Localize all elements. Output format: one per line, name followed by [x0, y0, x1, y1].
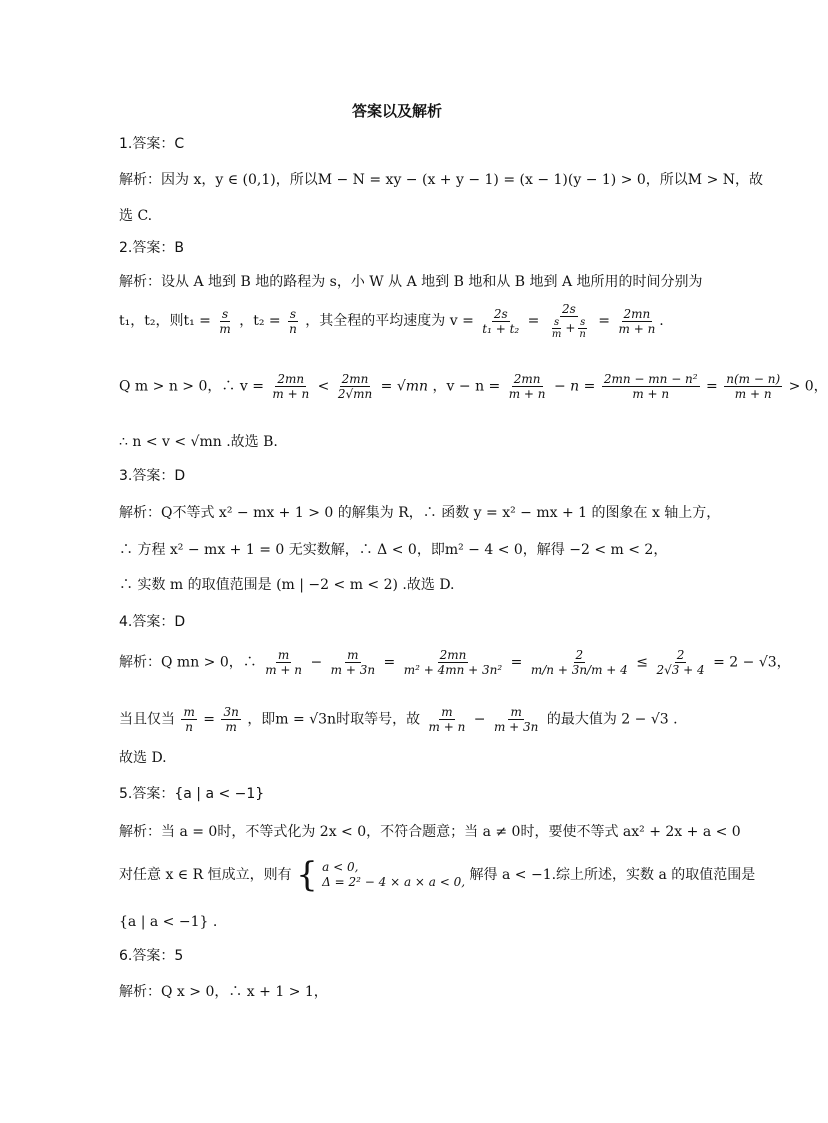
explanation-3-line-1: 解析：Q不等式 x² − mx + 1 > 0 的解集为 R，∴ 函数 y = x² − mx + 1 的图象在 x 轴上方， [119, 505, 721, 521]
answer-4: 4.答案：D [119, 614, 186, 630]
condition-text: Q m > n > 0，∴ v = [119, 378, 264, 395]
explanation-6-line-1: 解析：Q x > 0，∴ x + 1 > 1， [119, 984, 328, 1000]
solution-text: 解得 a < −1.综上所述，实数 a 的取值范围是 [469, 867, 756, 883]
positive-text: > 0， [788, 378, 828, 395]
fraction-expanded: $\frac{\text{2mn − mn − n²}}{m + n}$ [603, 372, 698, 401]
answer-2: 2.答案：B [119, 240, 184, 256]
fraction-s-over-n: $\frac{s}{n}$ [289, 306, 297, 336]
left-brace: { [296, 855, 318, 895]
equality-result-text: ，即m = √3n时取等号，故 [247, 711, 421, 728]
explanation-4-line-3: 故选 D. [119, 750, 167, 766]
fraction-m-over-m-plus-n-b: $\frac{m}{m + n}$ [428, 705, 466, 734]
fraction-2s-over-sum: 2s $\frac{s}{m}$ + $\frac{s}{n}$ [551, 302, 586, 340]
answer-3: 3.答案：D [119, 468, 186, 484]
fraction-m-over-m-plus-n: $\frac{m}{m + n}$ [265, 648, 303, 677]
answer-5: 5.答案：{a | a < −1} [119, 786, 265, 802]
t2-definition: ，t₂ = [239, 313, 281, 329]
fraction-2mn-b: $\frac{2mn}{m + n}$ [508, 372, 546, 401]
explanation-2-line-3: Q m > n > 0，∴ v = $\frac{2mn}{m + n}$ < $\frac{2mn}{2√mn}$ = √mn ，v − n = $\frac{2mn}{m + n}$ − n = $\frac{\text{2mn − mn − n²}}{m + n}$ = $\frac{n(m - n)}{m + n}$ > 0， [119, 372, 828, 401]
fraction-m-over-m-plus-3n-b: $\frac{m}{m + 3n}$ [493, 705, 539, 734]
explanation-4-line-2: 当且仅当 $\frac{m}{n}$ = $\frac{3n}{m}$ ，即m = √3n时取等号，故 $\frac{m}{m + n}$ − $\frac{m}{m + 3n}$ 的最大值为 2 − √3 . [119, 705, 678, 734]
case-1: a < 0, [322, 860, 359, 874]
page-title: 答案以及解析 [351, 102, 442, 120]
explanation-3-line-2: ∴ 方程 x² − mx + 1 = 0 无实数解，∴ Δ < 0，即m² − 4 < 0，解得 −2 < m < 2， [119, 542, 668, 558]
answer-1: 1.答案：C [119, 136, 185, 152]
fraction-s-over-m: $\frac{s}{m}$ [219, 306, 231, 336]
time-definition: t₁，t₂，则t₁ = [119, 313, 211, 329]
explanation-3-line-3: ∴ 实数 m 的取值范围是 (m | −2 < m < 2) .故选 D. [119, 577, 455, 593]
fraction-m-over-n: $\frac{m}{n}$ [183, 705, 195, 734]
fraction-2s-over-t1t2: $\frac{2s}{\text{t₁ + t₂}}$ [482, 306, 520, 336]
condition-text: 解析：Q mn > 0，∴ [119, 654, 257, 671]
explanation-1-line-1: 解析：因为 x，y ∈ (0,1)，所以M − N = xy − (x + y − 1) = (x − 1)(y − 1) > 0，所以M > N，故 [119, 172, 763, 188]
fraction-2mn-over-2sqrtmn: $\frac{2mn}{2√mn}$ [337, 372, 373, 401]
fraction-2mn-over-m-plus-n: $\frac{2mn}{m + n}$ [618, 306, 656, 336]
fraction-factored: $\frac{n(m - n)}{m + n}$ [726, 372, 781, 401]
explanation-2-line-2: t₁，t₂，则t₁ = $\frac{s}{m}$ ，t₂ = $\frac{s}{n}$ ，其全程的平均速度为 v = $\frac{2s}{\text{t₁ + t₂}}$ = 2s $\frac{s}{m}$ + $\frac{s}{n}$ = $\frac{2mn}{m + n}$ . [119, 302, 664, 340]
fraction-2-over-sum: $\frac{2}{m/n + 3n/m + 4}$ [530, 648, 628, 677]
answer-6: 6.答案：5 [119, 948, 184, 964]
average-speed-text: ，其全程的平均速度为 v = [305, 313, 474, 329]
fraction-2-over-2sqrt3-plus-4: $\frac{2}{2√3 + 4}$ [656, 648, 705, 677]
fraction-m-over-m-plus-3n: $\frac{m}{m + 3n}$ [330, 648, 376, 677]
explanation-2-line-4: ∴ n < v < √mn .故选 B. [119, 434, 278, 450]
explanation-1-line-2: 选 C. [119, 208, 153, 224]
explanation-4-line-1: 解析：Q mn > 0，∴ $\frac{m}{m + n}$ − $\frac{m}{m + 3n}$ = $\frac{2mn}{\text{m² + 4mn + 3n²}}$ = $\frac{2}{m/n + 3n/m + 4}$ ≤ $\frac{2}{2√3 + 4}$ = 2 − √3， [119, 648, 791, 677]
fraction-3n-over-m: $\frac{3n}{m}$ [223, 705, 239, 734]
condition-text: 对任意 x ∈ R 恒成立，则有 [119, 867, 292, 883]
v-minus-n-text: ，v − n = [432, 378, 501, 395]
fraction-2mn: $\frac{2mn}{m + n}$ [272, 372, 310, 401]
sqrt-mn: √mn [396, 378, 429, 395]
case-2: Δ = 2² − 4 × a × a < 0, [322, 875, 466, 889]
explanation-2-line-1: 解析：设从 A 地到 B 地的路程为 s，小 W 从 A 地到 B 地和从 B 地到 A 地所用的时间分别为 [119, 274, 703, 290]
result-text: = 2 − √3， [713, 654, 791, 671]
explanation-5-line-1: 解析：当 a = 0时，不等式化为 2x < 0，不符合题意；当 a ≠ 0时，要使不等式 ax² + 2x + a < 0 [119, 824, 741, 840]
max-value-text: 的最大值为 2 − √3 . [546, 711, 678, 728]
inequality-system [322, 860, 465, 890]
equality-condition-text: 当且仅当 [119, 711, 175, 728]
fraction-2mn-over-quadratic: $\frac{2mn}{\text{m² + 4mn + 3n²}}$ [403, 648, 503, 677]
explanation-5-line-2 [119, 855, 756, 895]
explanation-5-line-3: {a | a < −1} . [119, 914, 218, 930]
